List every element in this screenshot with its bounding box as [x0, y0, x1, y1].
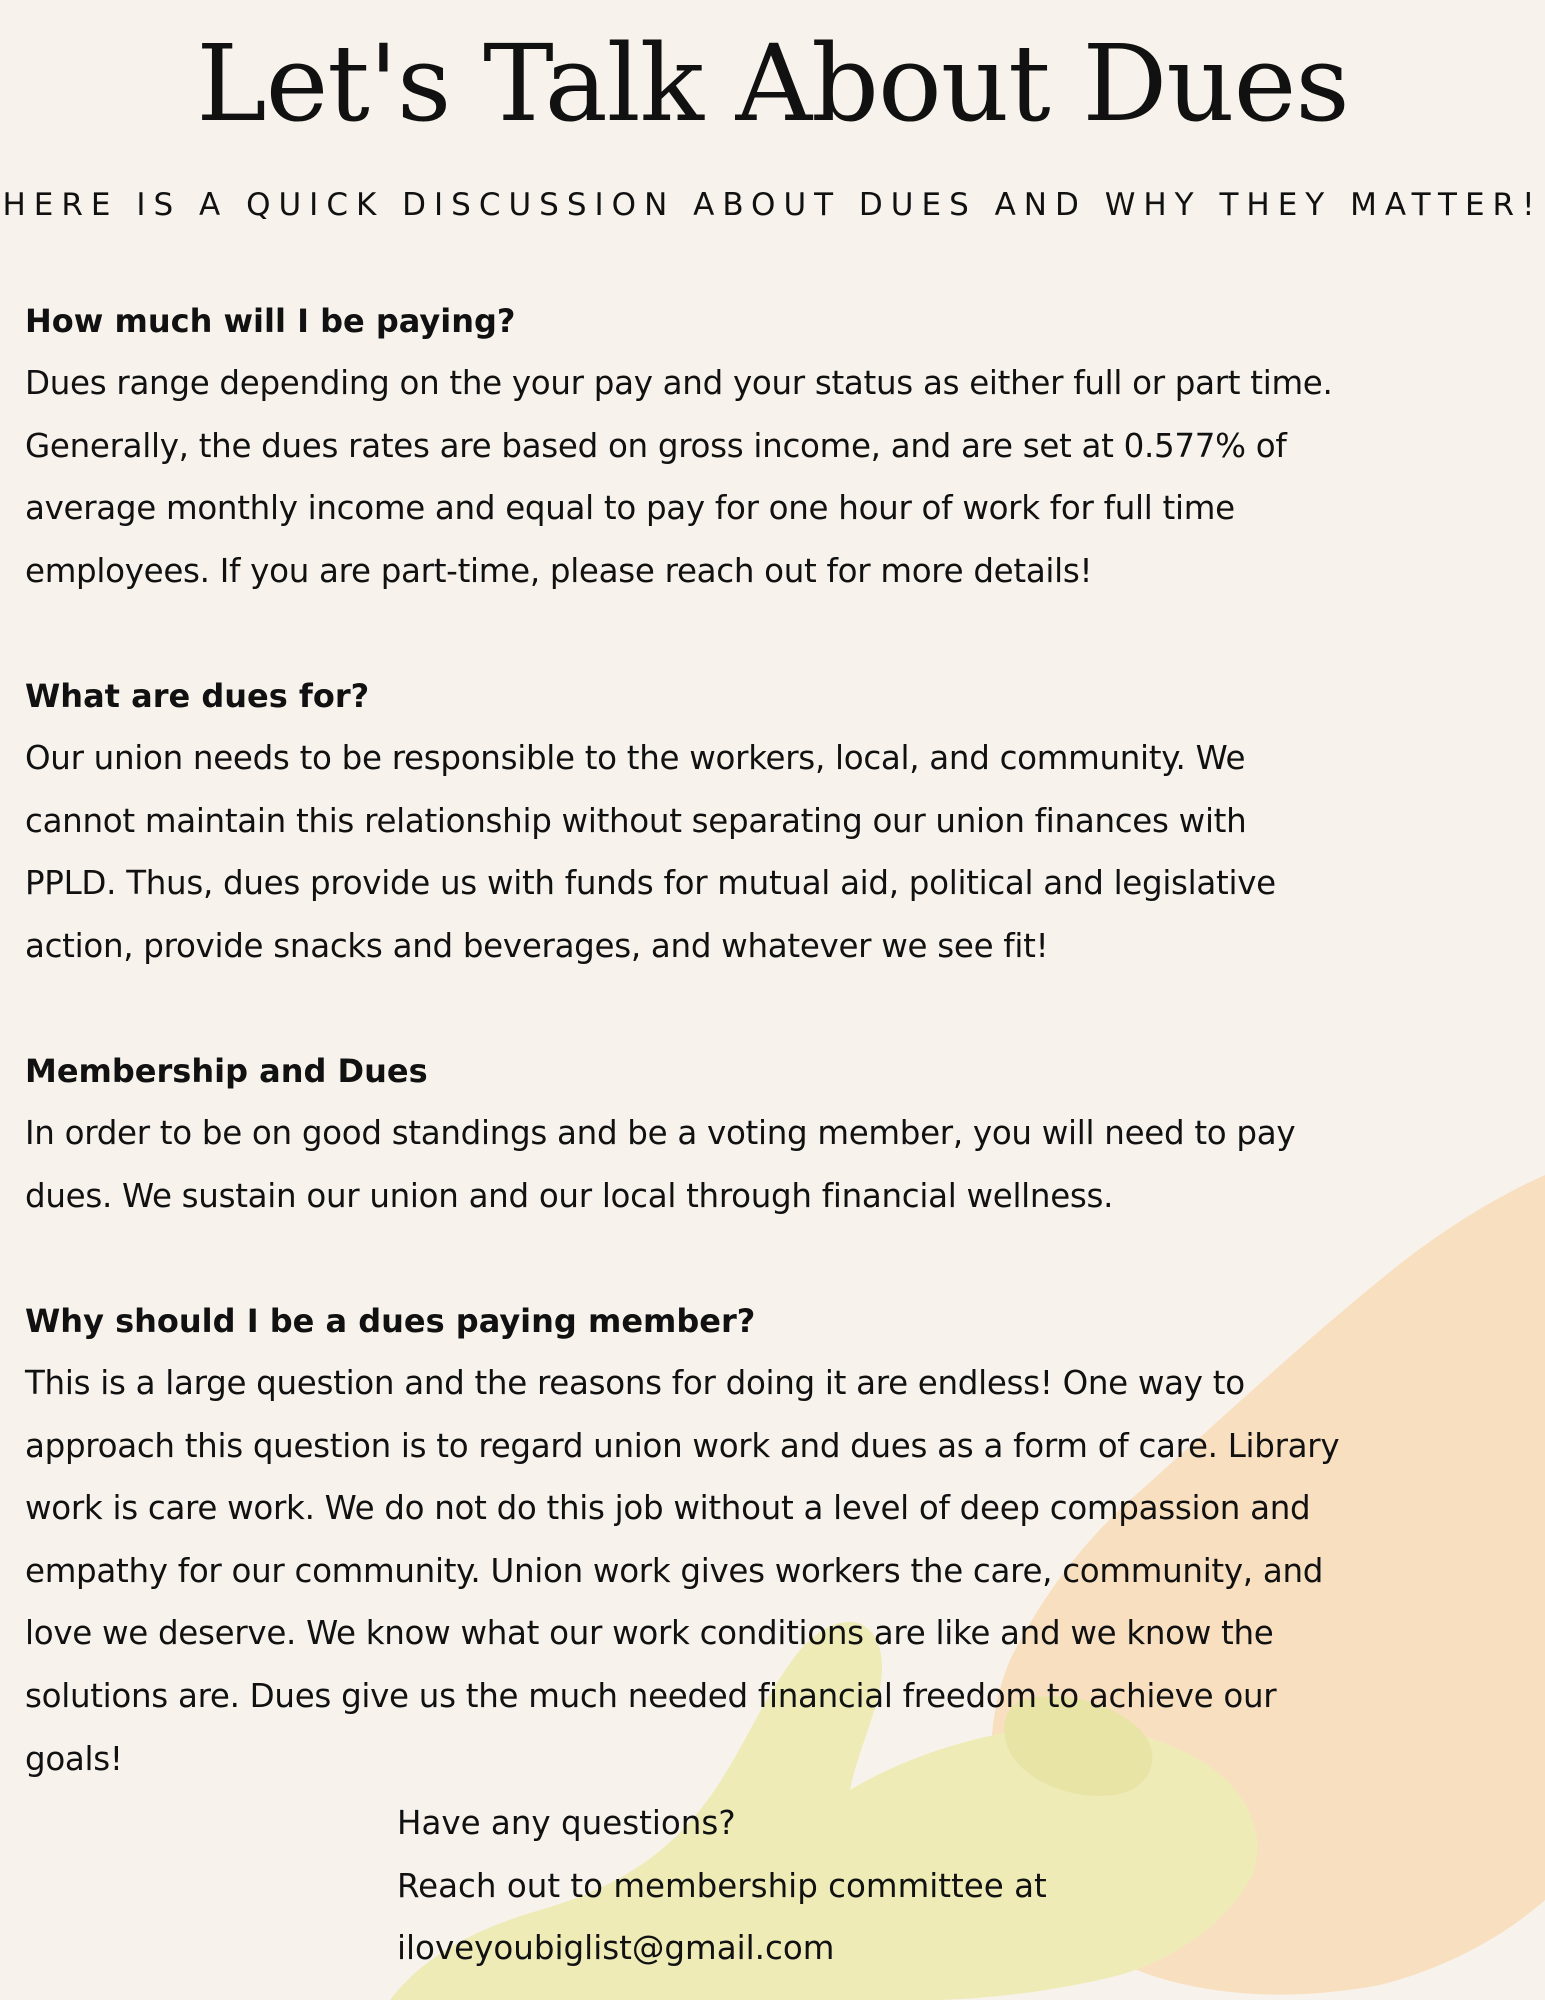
section-dues-purpose [25, 665, 1525, 977]
section-heading: What are dues for? [25, 677, 370, 715]
contact-question: Have any questions? [397, 1804, 736, 1842]
page-subtitle: HERE IS A QUICK DISCUSSION ABOUT DUES AND WHY THEY MATTER! [2, 187, 1543, 223]
section-membership [25, 1040, 1525, 1227]
section-body: This is a large question and the reasons for doing it are endless! One way to approach this question is to regard union work and dues as a form of care. Library work is care work. We do not do this job without a level of deep compassion and empathy for our community. Union work gives workers the care, community, and love we deserve. We know what our work conditions are like and we know the solutions are. Dues give us the much needed financial freedom to achieve our goals! [25, 1364, 1340, 1778]
section-heading: Why should I be a dues paying member? [25, 1302, 756, 1340]
contact-block [397, 1792, 1397, 1980]
section-body: In order to be on good standings and be a voting member, you will need to pay dues. We sustain our union and our local through financial wellness. [25, 1114, 1296, 1215]
section-heading: How much will I be paying? [25, 302, 516, 340]
contact-email: iloveyoubiglist@gmail.com [397, 1929, 835, 1968]
section-body: Dues range depending on the your pay and your status as either full or part time. Generally, the dues rates are based on gross income, and are set at 0.577% of average monthly income and equal to pay for one hour of work for full time employees. If you are part-time, please reach out for more details! [25, 364, 1333, 590]
page-title: Let's Talk About Dues [196, 22, 1349, 145]
section-payment-amount [25, 290, 1525, 602]
section-body: Our union needs to be responsible to the workers, local, and community. We cannot maintain this relationship without separating our union finances with PPLD. Thus, dues provide us with funds for mutual aid, political and legislative action, provide snacks and beverages, and whatever we see fit! [25, 739, 1276, 965]
section-heading: Membership and Dues [25, 1052, 428, 1090]
contact-instruction: Reach out to membership committee at [397, 1866, 1047, 1905]
section-why-pay [25, 1290, 1525, 1790]
